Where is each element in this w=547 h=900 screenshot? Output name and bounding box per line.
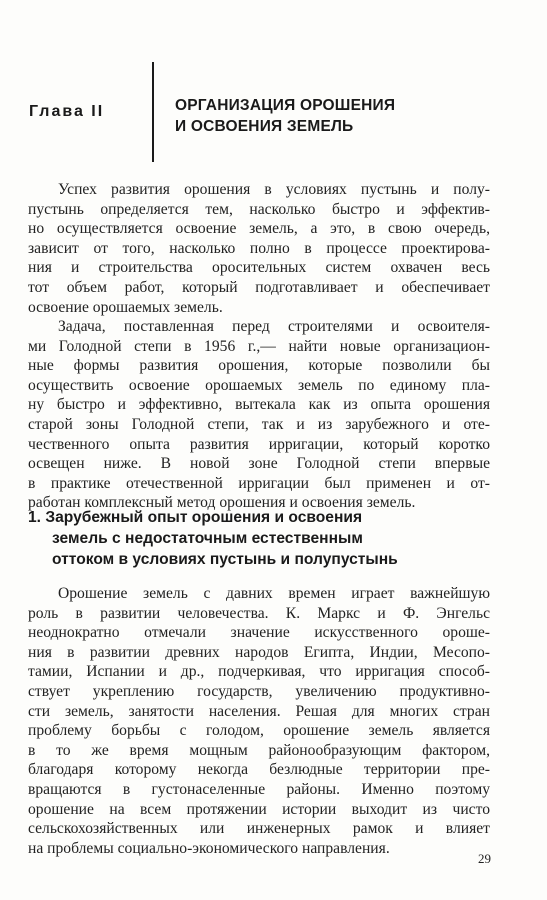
paragraph-1 bbox=[28, 180, 490, 317]
text-line: ну быстро и эффективно, вытекала как из опыта орошения bbox=[28, 396, 490, 414]
section-heading bbox=[28, 507, 498, 570]
chapter-title bbox=[175, 95, 395, 137]
text-line: чественного опыта развития ирригации, который коротко bbox=[28, 435, 490, 453]
text-line: сти земель, занятости населения. Решая для многих стран bbox=[28, 702, 490, 720]
section-heading-line: 1. Зарубежный опыт орошения и освоения bbox=[28, 509, 363, 526]
text-line: благодаря которому некогда безлюдные территории пре- bbox=[28, 761, 490, 779]
text-line: на проблемы социально-экономического направления. bbox=[28, 839, 390, 857]
chapter-divider-rule bbox=[152, 62, 154, 162]
text-line: ния и строительства оросительных систем охвачен весь bbox=[28, 259, 490, 277]
text-line: сельскохозяйственных или инженерных рамок и влияет bbox=[28, 820, 490, 838]
text-line: тамии, Испании и др., подчеркивая, что ирригация способ- bbox=[28, 663, 490, 681]
text-line: но осуществляется освоение земель, а это, в свою очередь, bbox=[28, 220, 490, 238]
text-line: ния в развитии древних народов Египта, Индии, Месопо- bbox=[28, 643, 490, 661]
text-line: тот объем работ, который подготавливает и обеспечивает bbox=[28, 278, 490, 296]
text-line: орошение на всем протяжении истории выходит из чисто bbox=[28, 800, 490, 818]
text-line: зависит от того, насколько полно в процессе проектирова- bbox=[28, 239, 490, 257]
text-line: освоение орошаемых земель. bbox=[28, 298, 223, 316]
text-line: проблему борьбы с голодом, орошение земель является bbox=[28, 722, 490, 740]
chapter-title-line: ОРГАНИЗАЦИЯ ОРОШЕНИЯ bbox=[175, 97, 396, 114]
text-line: пустынь определяется тем, насколько быстро и эффектив- bbox=[28, 200, 490, 218]
text-line: в практике отечественной ирригации был применен и от- bbox=[28, 474, 490, 492]
page-number: 29 bbox=[478, 851, 491, 866]
paragraph-3 bbox=[28, 584, 490, 858]
paragraph-2 bbox=[28, 317, 490, 513]
text-line: ствует укреплению государств, увеличению продуктивно- bbox=[28, 682, 490, 700]
chapter-title-line: И ОСВОЕНИЯ ЗЕМЕЛЬ bbox=[175, 118, 354, 135]
text-line: Орошение земель с давних времен играет важнейшую bbox=[58, 585, 490, 602]
text-line: вращаются в густонаселенные районы. Именно поэтому bbox=[28, 780, 490, 798]
text-line: освещен ниже. В новой зоне Голодной степи впервые bbox=[28, 455, 490, 473]
text-line: ные формы развития орошения, которые позволили бы bbox=[28, 357, 490, 375]
section-heading-line: земель с недостаточным естественным bbox=[52, 530, 363, 547]
section-heading-line: оттоком в условиях пустынь и полупустынь bbox=[52, 551, 398, 568]
text-line: в то же время мощным районообразующим фактором, bbox=[28, 741, 490, 759]
text-line: ми Голодной степи в 1956 г.,— найти новые организацион- bbox=[28, 337, 490, 355]
text-line: старой зоны Голодной степи, так и из зарубежного и оте- bbox=[28, 415, 490, 433]
text-line: неоднократно отмечали значение искусственного ороше- bbox=[28, 624, 490, 642]
text-line: роль в развитии человечества. К. Маркс и Ф. Энгельс bbox=[28, 604, 490, 622]
text-line: Успех развития орошения в условиях пустынь и полу- bbox=[58, 181, 490, 198]
text-line: осуществить освоение орошаемых земель по единому пла- bbox=[28, 376, 490, 394]
chapter-label: Глава II bbox=[29, 103, 105, 120]
text-line: работан комплексный метод орошения и освоения земель. bbox=[28, 494, 416, 512]
text-line: Задача, поставленная перед строителями и освоителя- bbox=[58, 318, 490, 335]
